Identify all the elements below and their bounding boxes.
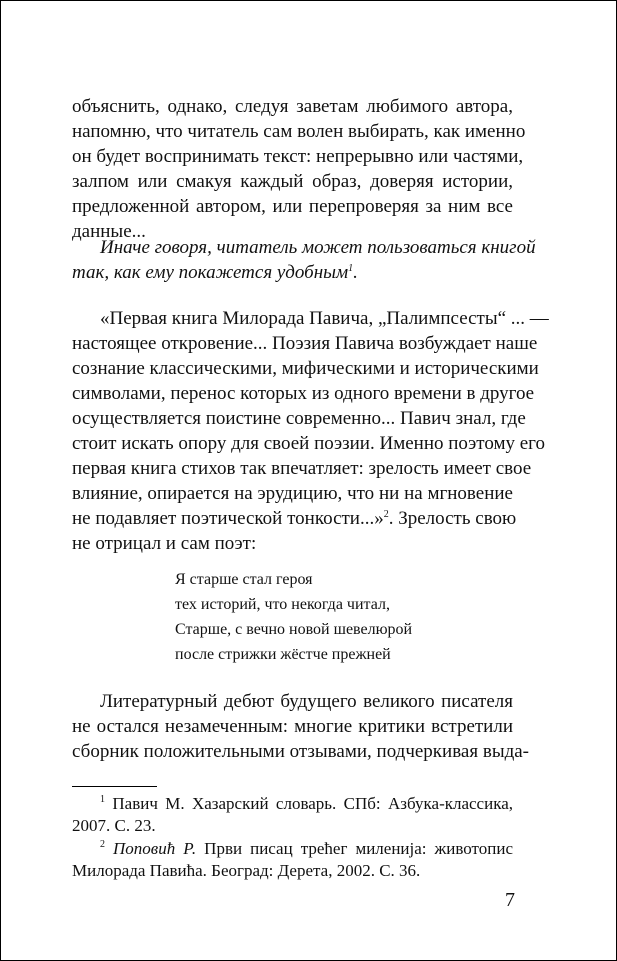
text-line: залпом или смакуя каждый образ, доверяя истории, — [72, 171, 513, 192]
text-line: не отрицал и сам поэт: — [72, 533, 257, 554]
footnote-2-cont: Милорада Павића. Београд: Дерета, 2002. С. 36. — [72, 861, 421, 880]
text-line: символами, перенос которых из одного времени в другое — [72, 383, 535, 404]
poem-line: тех историй, что некогда читал, — [175, 596, 390, 613]
text-line: не остался незамеченным: многие критики встретили — [72, 716, 513, 737]
text-line: он будет воспринимать текст: непрерывно или частями, — [72, 146, 524, 167]
footnote-number: 2 — [100, 839, 105, 850]
text-line: первая книга стихов так впечатляет: зрелость имеет свое — [72, 458, 532, 479]
page-number: 7 — [505, 889, 515, 911]
footnote-ref: 1 — [348, 263, 354, 274]
footnote-number: 1 — [100, 794, 105, 805]
text-line: не подавляет поэтической тонкости...»$^2$. Зрелость свою — [72, 508, 517, 529]
poem-line: после стрижки жёстче прежней — [175, 646, 391, 663]
poem-line: Старше, с вечно новой шевелюрой — [175, 621, 413, 638]
text-line: «Первая книга Милорада Павича, „Палимпсесты“ ... — — [100, 308, 549, 329]
poem-line: Я старше стал героя — [175, 571, 313, 588]
text-line: Литературный дебют будущего великого писателя — [100, 691, 513, 712]
italic-text-line: Иначе говоря, читатель может пользоваться книгой — [100, 237, 536, 258]
text-line: предложенной автором, или перепроверяя за ним все — [72, 196, 513, 217]
footnote-2: $^2$ Поповић Р. Први писац трећег миленија: животопис — [100, 839, 514, 858]
text-line: объяснить, однако, следуя заветам любимого автора, — [72, 96, 513, 117]
text-line: сознание классическими, мифическими и историческими — [72, 358, 539, 379]
text-line: напомню, что читатель сам волен выбирать, как именно — [72, 121, 526, 142]
footnote-ref: 2 — [383, 509, 389, 520]
text-line: сборник положительными отзывами, подчеркивая выда- — [72, 741, 530, 762]
text-line: стоит искать опору для своей поэзии. Именно поэтому его — [72, 433, 546, 454]
footnote-1-cont: 2007. С. 23. — [72, 816, 156, 835]
text-line: данные... — [72, 221, 146, 242]
text-line: настоящее откровение... Поэзия Павича возбуждает наше — [72, 333, 538, 354]
text-line: влияние, опирается на эрудицию, что ни на мгновение — [72, 483, 513, 504]
text-line: осуществляется поистине современно... Павич знал, где — [72, 408, 526, 429]
footnote-1: $^1$ Павич М. Хазарский словарь. СПб: Азбука-классика, — [100, 794, 514, 813]
italic-text-line: так, как ему покажется удобным$^1$. — [72, 262, 358, 283]
footnote-separator — [72, 786, 157, 787]
